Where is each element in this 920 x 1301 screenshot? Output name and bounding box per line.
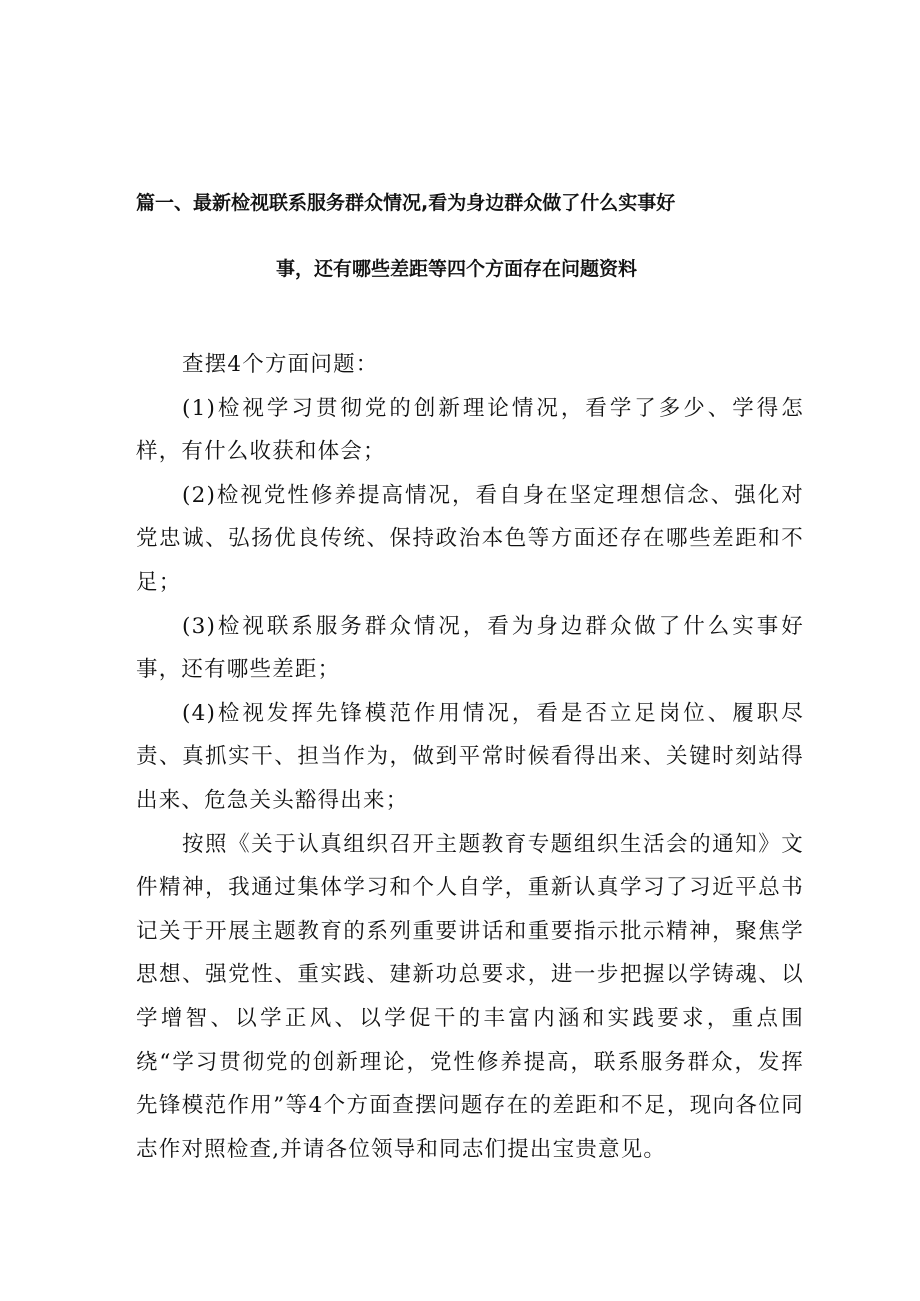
paragraph-item-3: (3)检视联系服务群众情况，看为身边群众做了什么实事好事，还有哪些差距； [136, 613, 804, 683]
paragraph-item-4: (4)检视发挥先锋模范作用情况，看是否立足岗位、履职尽责、真抓实干、担当作为，做到平常时候看得出来、关键时刻站得出来、危急关头豁得出来； [136, 700, 804, 813]
document-title-line-1: 篇一、最新检视联系服务群众情况,看为身边群众做了什么实事好 [136, 192, 676, 214]
paragraph-item-1: (1)检视学习贯彻党的创新理论情况，看学了多少、学得怎样，有什么收获和体会； [136, 395, 804, 465]
document-body [136, 343, 804, 1171]
paragraph-main: 按照《关于认真组织召开主题教育专题组织生活会的通知》文件精神，我通过集体学习和个人自学，重新认真学习了习近平总书记关于开展主题教育的系列重要讲话和重要指示批示精神，聚焦学思想、强党性、重实践、建新功总要求，进一步把握以学铸魂、以学增智、以学正风、以学促干的丰富内涵和实践要求，重点围绕“学习贯彻党的创新理论，党性修养提高，联系服务群众，发挥先锋模范作用”等4个方面查摆问题存在的差距和不足，现向各位同志作对照检查,并请各位领导和同志们提出宝贵意见。 [136, 831, 804, 1162]
paragraph-intro: 查摆4个方面问题： [182, 352, 379, 377]
paragraph-item-2: (2)检视党性修养提高情况，看自身在坚定理想信念、强化对党忠诚、弘扬优良传统、保持政治本色等方面还存在哪些差距和不足； [136, 482, 804, 595]
document-title-line-2: 事，还有哪些差距等四个方面存在问题资料 [276, 258, 638, 280]
